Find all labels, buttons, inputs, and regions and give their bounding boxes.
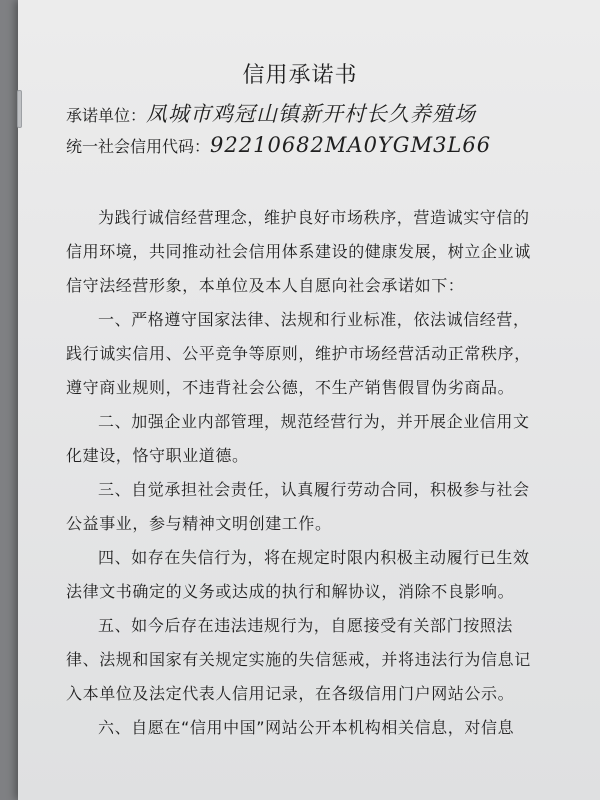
unit-field [66,98,476,128]
staple [17,90,22,128]
clause-6: 六、自愿在“信用中国”网站公开本机构相关信息，对信息 [98,718,515,737]
clause-1: 一、严格遵守国家法律、法规和行业标准，依法诚信经营，践行诚实信用、公平竞争等原则，维护市场经营活动正常秩序，遵守商业规则，不违背社会公德，不生产销售假冒伪劣商品。 [66,310,531,397]
credit-code-value-handwritten: 92210682MA0YGM3L66 [210,133,492,157]
clause-3: 三、自觉承担社会责任，认真履行劳动合同，积极参与社会公益事业，参与精神文明创建工作。 [66,480,530,533]
intro-paragraph: 为践行诚信经营理念，维护良好市场秩序，营造诚实守信的信用环境，共同推动社会信用体系建设的健康发展，树立企业诚信守法经营形象，本单位及本人自愿向社会承诺如下： [66,208,531,295]
page-title: 信用承诺书 [242,63,358,88]
credit-code-field [66,133,491,157]
clause-5: 五、如今后存在违法违规行为，自愿接受有关部门按照法律、法规和国家有关规定实施的失信惩戒，并将违法行为信息记入本单位及法定代表人信用记录，在各级信用门户网站公示。 [66,616,531,703]
unit-label: 承诺单位： [66,106,147,125]
unit-value-handwritten: 凤城市鸡冠山镇新开村长久养殖场 [146,102,477,126]
credit-code-label: 统一社会信用代码： [66,137,211,156]
clause-2: 二、加强企业内部管理，规范经营行为，并开展企业信用文化建设，恪守职业道德。 [66,412,530,465]
clause-4: 四、如存在失信行为，将在规定时限内积极主动履行已生效法律文书确定的义务或达成的执行和解协议，消除不良影响。 [66,548,530,601]
